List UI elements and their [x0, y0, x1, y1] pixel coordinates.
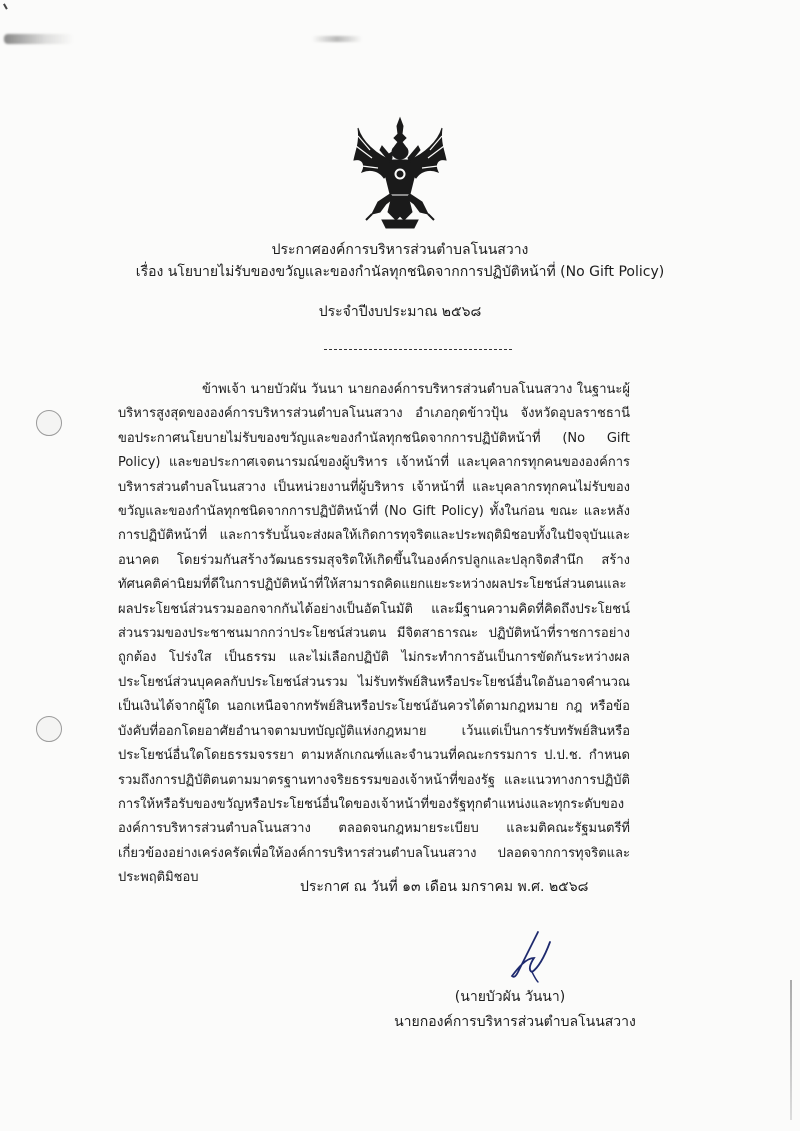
announcement-subject: เรื่อง นโยบายไม่รับของขวัญและของกำนัลทุกชนิดจากการปฏิบัติหน้าที่ (No Gift Policy) [135, 264, 665, 280]
garuda-emblem-icon [352, 116, 448, 234]
fiscal-year-line: ประจำปีงบประมาณ ๒๕๖๘ [318, 304, 482, 320]
signatory-name: (นายบัวผัน วันนา) [454, 989, 566, 1005]
page-edge-shadow [790, 980, 792, 1120]
scan-smudge [312, 36, 362, 42]
punch-hole [36, 716, 62, 742]
policy-body-paragraph: ข้าพเจ้า นายบัวผัน วันนา นายกองค์การบริหารส่วนตำบลโนนสวาง ในฐานะผู้บริหารสูงสุดขององค์การบริหารส่วนตำบลโนนสวาง อำเภอกุดข้าวปุ้น จังหวัดอุบลราชธานี ขอประกาศนโยบายไม่รับของขวัญและของกำนัลทุกชนิดจากการปฏิบัติหน้าที่ (No Gift Policy) และขอประกาศเจตนารมณ์ของผู้บริหาร เจ้าหน้าที่ และบุคลากรทุกคนขององค์การบริหารส่วนตำบลโนนสวาง เป็นหน่วยงานที่ผู้บริหาร เจ้าหน้าที่ และบุคลากรทุกคนไม่รับของขวัญและของกำนัลทุกชนิดจากการปฏิบัติหน้าที่ (No Gift Policy) ทั้งในก่อน ขณะ และหลังการปฏิบัติหน้าที่ และการรับนั้นจะส่งผลให้เกิดการทุจริตและประพฤติมิชอบทั้งในปัจจุบันและอนาคต โดยร่วมกันสร้างวัฒนธรรมสุจริตให้เกิดขึ้นในองค์กรปลูกและปลุกจิตสำนึก สร้างทัศนคติค่านิยมที่ดีในการปฏิบัติหน้าที่ให้สามารถคิดแยกแยะระหว่างผลประโยชน์ส่วนตนและผลประโยชน์ส่วนรวมออกจากกันได้อย่างเป็นอัตโนมัติ และมีฐานความคิดที่คิดถึงประโยชน์ส่วนรวมของประชาชนมากกว่าประโยชน์ส่วนตน มีจิตสาธารณะ ปฏิบัติหน้าที่ราชการอย่างถูกต้อง โปร่งใส เป็นธรรม และไม่เลือกปฏิบัติ ไม่กระทำการอันเป็นการขัดกันระหว่างผลประโยชน์ส่วนบุคคลกับประโยชน์ส่วนรวม ไม่รับทรัพย์สินหรือประโยชน์อื่นใดอันอาจคำนวณเป็นเงินได้จากผู้ใด นอกเหนือจากทรัพย์สินหรือประโยชน์อันควรได้ตามกฎหมาย กฎ หรือข้อบังคับที่ออกโดยอาศัยอำนาจตามบทบัญญัติแห่งกฎหมาย เว้นแต่เป็นการรับทรัพย์สินหรือประโยชน์อื่นใดโดยธรรมจรรยา ตามหลักเกณฑ์และจำนวนที่คณะกรรมการ ป.ป.ช. กำหนด รวมถึงการปฏิบัติตนตามมาตรฐานทางจริยธรรมของเจ้าหน้าที่ของรัฐ และแนวทางการปฏิบัติการให้หรือรับของขวัญหรือประโยชน์อื่นใดของเจ้าหน้าที่ของรัฐทุกตำแหน่งและทุกระดับขององค์การบริหารส่วนตำบลโนนสวาง ตลอดจนกฎหมายระเบียบ และมติคณะรัฐมนตรีที่เกี่ยวข้องอย่างเคร่งครัดเพื่อให้องค์การบริหารส่วนตำบลโนนสวาง ปลอดจากการทุจริตและประพฤติมิชอบ [118, 382, 630, 886]
section-divider [324, 349, 512, 350]
announcement-date-line: ประกาศ ณ วันที่ ๑๓ เดือน มกราคม พ.ศ. ๒๕๖๘ [300, 879, 589, 895]
scan-smudge [4, 34, 74, 44]
signatory-position: นายกองค์การบริหารส่วนตำบลโนนสวาง [394, 1014, 636, 1030]
announcement-org-title: ประกาศองค์การบริหารส่วนตำบลโนนสวาง [271, 242, 529, 258]
signature-mark [508, 928, 554, 984]
punch-hole [36, 410, 62, 436]
scan-corner-mark [3, 0, 13, 9]
